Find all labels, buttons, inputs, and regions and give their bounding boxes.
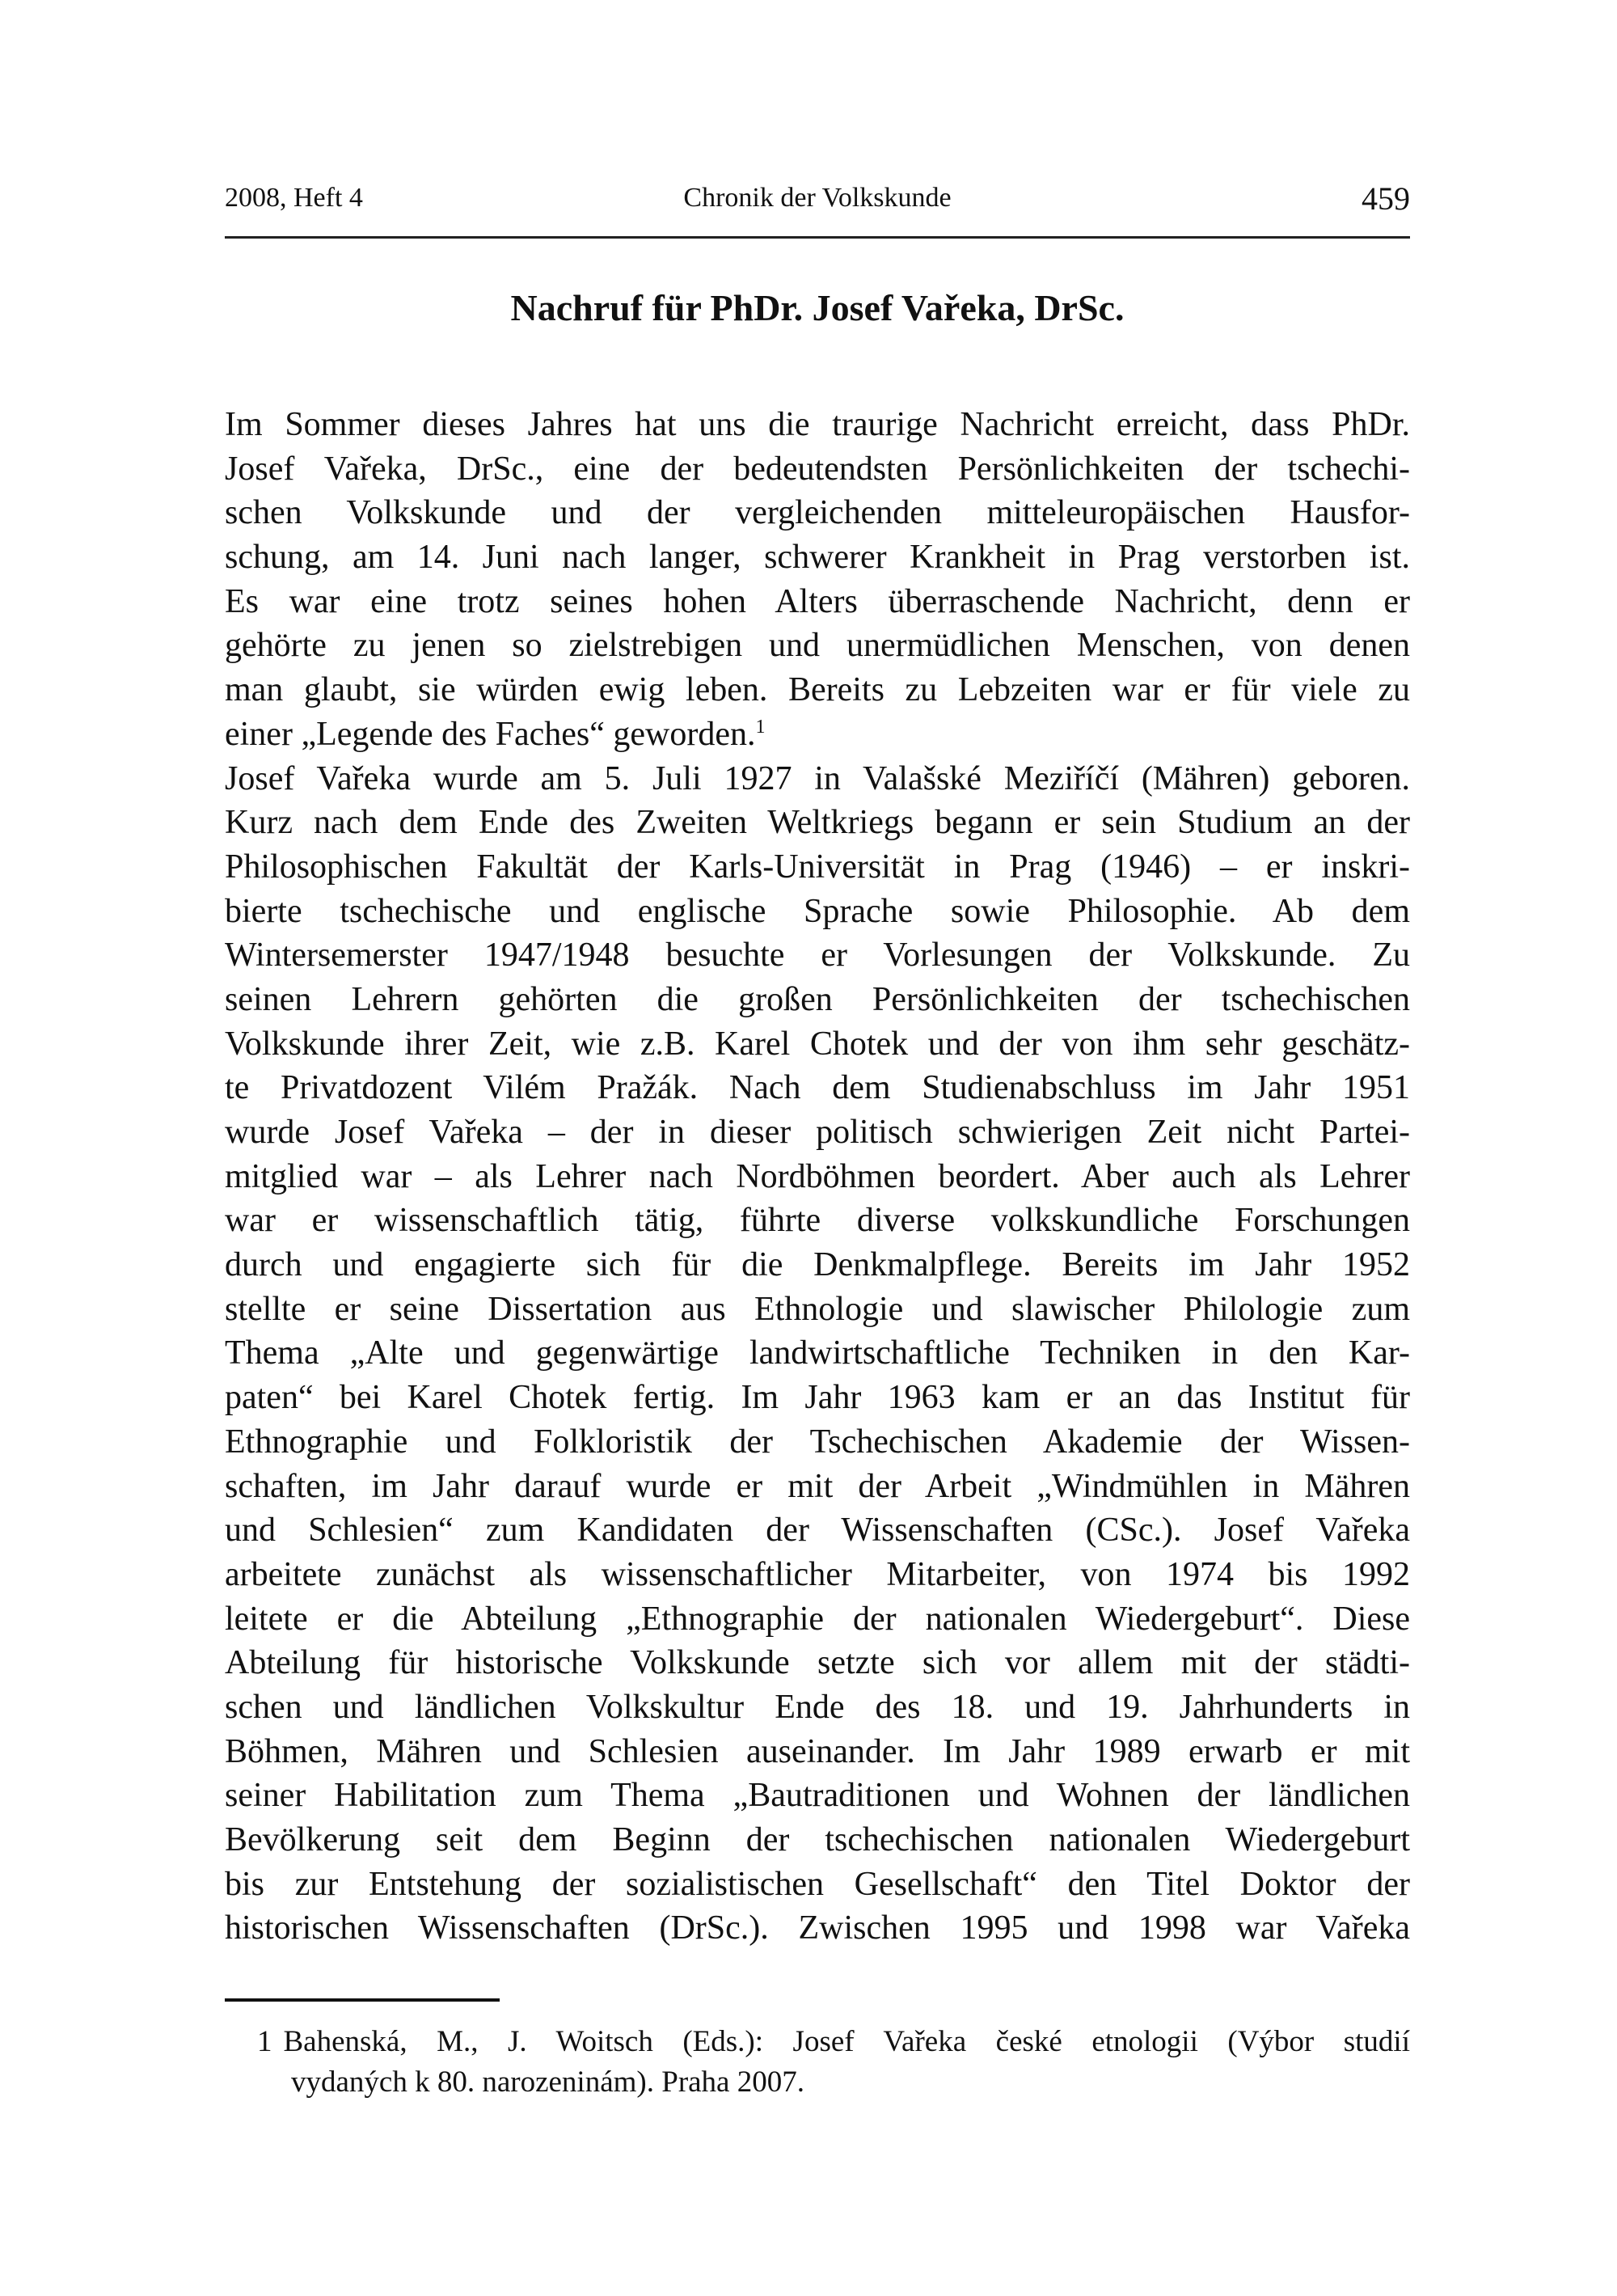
line-text: leitete er die Abteilung „Ethnographie der nationalen Wiedergeburt“. Diese <box>225 1600 1410 1638</box>
text-line <box>225 668 1410 712</box>
footnote-number: 1 <box>257 2025 272 2058</box>
line-text: und Schlesien“ zum Kandidaten der Wissenschaften (CSc.). Josef Vařeka <box>225 1512 1410 1550</box>
page-number: 459 <box>1362 180 1410 217</box>
line-text: war er wissenschaftlich tätig, führte diverse volkskundliche Forschungen <box>225 1202 1410 1240</box>
text-line <box>225 1465 1410 1509</box>
text-line <box>225 933 1410 978</box>
line-text: Bevölkerung seit dem Beginn der tschechischen nationalen Wiedergeburt <box>225 1821 1410 1858</box>
text-line <box>225 801 1410 845</box>
header-rule <box>225 236 1410 239</box>
line-text: schaften, im Jahr darauf wurde er mit der Arbeit „Windmühlen in Mähren <box>225 1467 1410 1505</box>
text-line <box>225 978 1410 1022</box>
line-text: Böhmen, Mähren und Schlesien auseinander. Im Jahr 1989 erwarb er mit <box>225 1732 1410 1770</box>
article-body <box>225 403 1410 1951</box>
line-text: bierte tschechische und englische Sprache sowie Philosophie. Ab dem <box>225 892 1410 930</box>
line-text: Abteilung für historische Volkskunde setzte sich vor allem mit der städti- <box>225 1644 1410 1682</box>
text-line <box>225 757 1410 801</box>
text-line <box>225 447 1410 492</box>
text-line <box>225 1022 1410 1067</box>
text-line <box>225 1597 1410 1642</box>
footnote-line <box>225 2062 1410 2103</box>
line-text: bis zur Entstehung der sozialistischen Gesellschaft“ den Titel Doktor der <box>225 1865 1410 1903</box>
line-text: te Privatdozent Vilém Pražák. Nach dem Studienabschluss im Jahr 1951 <box>225 1069 1410 1107</box>
text-line <box>225 1331 1410 1376</box>
line-text: einer „Legende des Faches“ geworden. <box>225 715 756 753</box>
text-line <box>225 1685 1410 1730</box>
line-text: Wintersemerster 1947/1948 besuchte er Vorlesungen der Volkskunde. Zu <box>225 937 1410 975</box>
footnote-rule <box>225 1998 500 2002</box>
text-line <box>225 1730 1410 1774</box>
text-line <box>225 624 1410 668</box>
text-line <box>225 491 1410 535</box>
footnote-reference[interactable]: 1 <box>755 716 766 738</box>
line-text: Es war eine trotz seines hohen Alters überraschende Nachricht, denn er <box>225 582 1410 620</box>
line-text: stellte er seine Dissertation aus Ethnologie und slawischer Philologie zum <box>225 1290 1410 1328</box>
line-text: Kurz nach dem Ende des Zweiten Weltkriegs begann er sein Studium an der <box>225 804 1410 842</box>
text-line <box>225 1155 1410 1199</box>
line-text: gehörte zu jenen so zielstrebigen und unermüdlichen Menschen, von denen <box>225 627 1410 665</box>
line-text: seinen Lehrern gehörten die großen Persönlichkeiten der tschechischen <box>225 980 1410 1018</box>
section-title: Chronik der Volkskunde <box>683 183 952 213</box>
text-line <box>225 890 1410 934</box>
issue-label: 2008, Heft 4 <box>225 183 363 213</box>
text-line <box>225 1376 1410 1420</box>
running-head <box>225 180 1410 223</box>
line-text: schung, am 14. Juni nach langer, schwerer Krankheit in Prag verstorben ist. <box>225 539 1410 577</box>
text-line <box>225 1863 1410 1907</box>
line-text: Josef Vařeka, DrSc., eine der bedeutendsten Persönlichkeiten der tschechi- <box>225 450 1410 488</box>
line-text: durch und engagierte sich für die Denkmalpflege. Bereits im Jahr 1952 <box>225 1246 1410 1284</box>
text-line <box>225 1774 1410 1818</box>
line-text: historischen Wissenschaften (DrSc.). Zwischen 1995 und 1998 war Vařeka <box>225 1909 1410 1947</box>
text-line <box>225 712 1410 757</box>
line-text: Volkskunde ihrer Zeit, wie z.B. Karel Chotek und der von ihm sehr geschätz- <box>225 1025 1410 1063</box>
text-line <box>225 1641 1410 1685</box>
text-line <box>225 1110 1410 1155</box>
text-line <box>225 1066 1410 1110</box>
text-line <box>225 1420 1410 1465</box>
text-line <box>225 1508 1410 1553</box>
text-line <box>225 1199 1410 1243</box>
text-line <box>225 845 1410 890</box>
line-text: wurde Josef Vařeka – der in dieser politisch schwierigen Zeit nicht Partei- <box>225 1114 1410 1151</box>
text-line <box>225 1906 1410 1951</box>
line-text: schen und ländlichen Volkskultur Ende des 18. und 19. Jahrhunderts in <box>225 1688 1410 1726</box>
line-text: man glaubt, sie würden ewig leben. Bereits zu Lebzeiten war er für viele zu <box>225 671 1410 709</box>
article-title: Nachruf für PhDr. Josef Vařeka, DrSc. <box>510 287 1125 328</box>
line-text: schen Volkskunde und der vergleichenden mitteleuropäischen Hausfor- <box>225 494 1410 532</box>
text-line <box>225 1818 1410 1863</box>
line-text: Thema „Alte und gegenwärtige landwirtschaftliche Techniken in den Kar- <box>225 1334 1410 1372</box>
text-line <box>225 1243 1410 1288</box>
line-text: Josef Vařeka wurde am 5. Juli 1927 in Valašské Meziříčí (Mähren) geboren. <box>225 759 1410 797</box>
line-text: Philosophischen Fakultät der Karls-Universität in Prag (1946) – er inskri- <box>225 848 1410 886</box>
footnotes <box>225 2022 1410 2103</box>
line-text: arbeitete zunächst als wissenschaftlicher Mitarbeiter, von 1974 bis 1992 <box>225 1555 1410 1593</box>
text-line <box>225 580 1410 624</box>
footnote-line <box>225 2022 1410 2062</box>
footnote-text: vydaných k 80. narozeninám). Praha 2007. <box>291 2066 804 2099</box>
line-text: paten“ bei Karel Chotek fertig. Im Jahr 1963 kam er an das Institut für <box>225 1379 1410 1417</box>
line-text: Ethnographie und Folkloristik der Tschechischen Akademie der Wissen- <box>225 1423 1410 1461</box>
text-line <box>225 403 1410 447</box>
text-line <box>225 535 1410 580</box>
footnote-text: Bahenská, M., J. Woitsch (Eds.): Josef Vařeka české etnologii (Výbor studií <box>283 2025 1410 2058</box>
text-line <box>225 1288 1410 1332</box>
line-text: Im Sommer dieses Jahres hat uns die traurige Nachricht erreicht, dass PhDr. <box>225 406 1410 443</box>
line-text: mitglied war – als Lehrer nach Nordböhmen beordert. Aber auch als Lehrer <box>225 1157 1410 1195</box>
text-line <box>225 1553 1410 1597</box>
line-text: seiner Habilitation zum Thema „Bautraditionen und Wohnen der ländlichen <box>225 1777 1410 1815</box>
